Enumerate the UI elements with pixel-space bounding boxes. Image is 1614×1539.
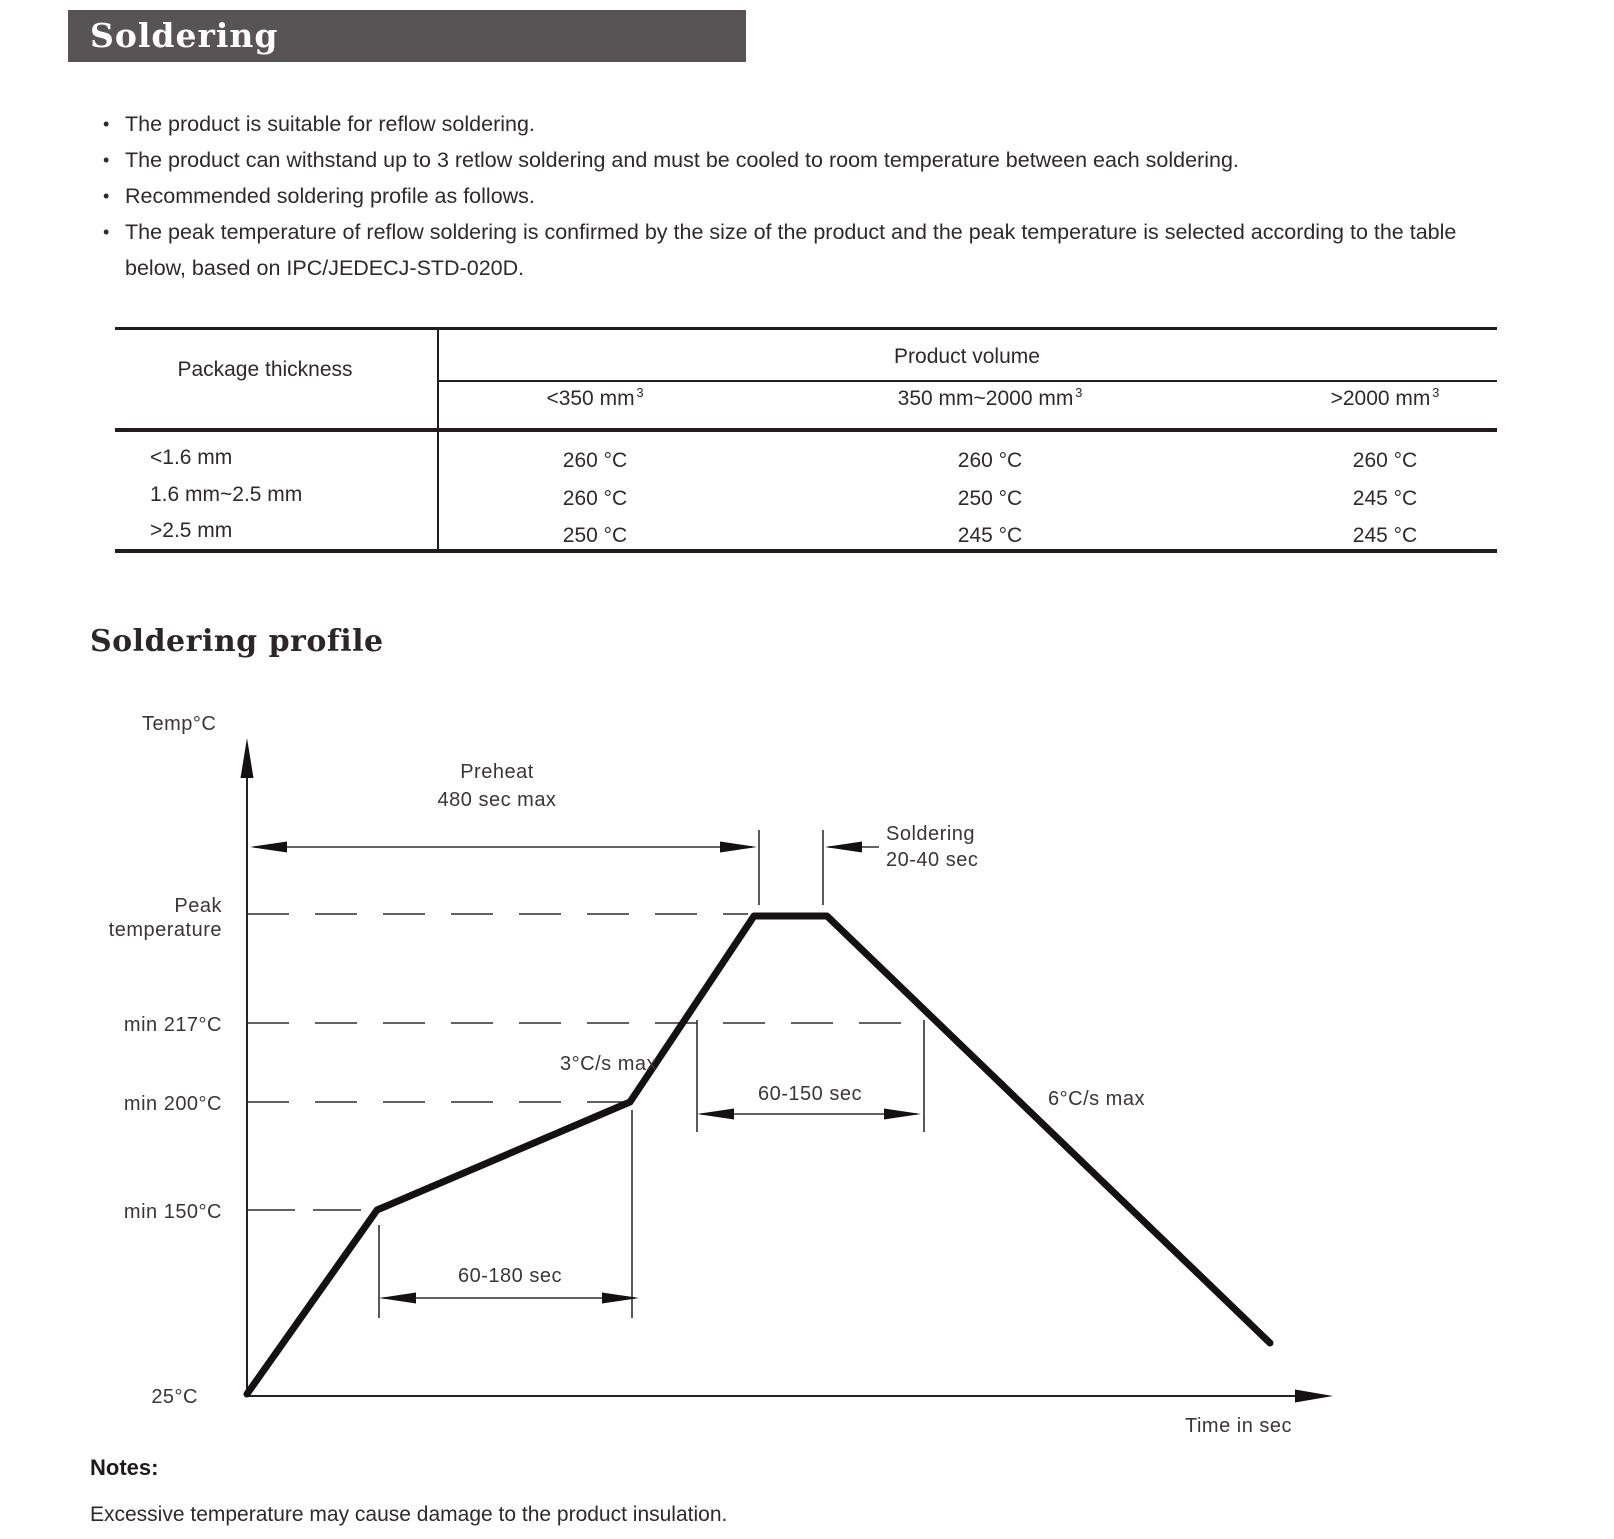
soldering-profile-heading: Soldering profile: [90, 624, 384, 659]
bullet-text: The peak temperature of reflow soldering is confirmed by the size of the product and the peak temperature is selected according to the table below, based on IPC/JEDECJ-STD-020D.: [125, 220, 1457, 280]
peak-temperature-table: [115, 327, 1497, 553]
cell: 245 °C: [1352, 487, 1418, 510]
cell: 250 °C: [562, 524, 628, 547]
preheat-duration-label: 480 sec max: [437, 789, 557, 811]
arrow-right-icon: [720, 842, 757, 853]
bullet-icon: •: [103, 186, 110, 206]
soldering-profile-chart: [80, 690, 1420, 1460]
superscript: 3: [1432, 385, 1440, 400]
arrow-left-icon: [697, 1109, 734, 1120]
list-item: [103, 142, 1478, 178]
column-header-gt2000: >2000 mm $^3$: [1330, 385, 1440, 410]
column-header-package-thickness: Package thickness: [177, 358, 353, 381]
table-border-bottom: [115, 549, 1497, 553]
bullet-icon: •: [103, 114, 110, 134]
arrow-left-icon: [379, 1293, 416, 1304]
soldering-duration-label: 20-40 sec: [886, 849, 979, 871]
list-item: [103, 106, 1478, 142]
list-item: [103, 178, 1478, 214]
preflow-duration-label: 60-180 sec: [458, 1265, 562, 1287]
arrow-left-icon: [250, 842, 287, 853]
x-axis-label: Time in sec: [1185, 1415, 1293, 1437]
table-border-top: [115, 327, 1497, 330]
temperature-profile-curve: [247, 916, 1270, 1394]
column-header-lt350: <350 mm $^3$: [546, 385, 644, 410]
page-title: Soldering: [90, 16, 279, 55]
arrow-left-icon: [825, 842, 862, 853]
bullet-text: The product can withstand up to 3 retlow soldering and must be cooled to room temperature between each soldering.: [125, 148, 1239, 172]
min-150-label: min 150°C: [123, 1201, 222, 1223]
superscript: 3: [636, 385, 644, 400]
bullet-icon: •: [103, 222, 110, 242]
cell: 245 °C: [957, 524, 1023, 547]
list-item: [103, 214, 1478, 286]
start-temp-label: 25°C: [151, 1386, 198, 1408]
cell: 250 °C: [957, 487, 1023, 510]
table-column-divider: [437, 328, 439, 552]
table-header-separator: [115, 428, 1497, 432]
soldering-label: Soldering: [886, 823, 976, 845]
table-group-underline: [437, 380, 1497, 382]
preheat-label: Preheat: [460, 761, 534, 783]
y-axis-arrow-icon: [241, 738, 254, 778]
notes-text: Excessive temperature may cause damage to the product insulation.: [90, 1503, 728, 1526]
bullet-text: Recommended soldering profile as follows.: [125, 184, 535, 208]
row-label: >2.5 mm: [150, 519, 233, 542]
column-group-header-product-volume: Product volume: [894, 345, 1040, 368]
peak-label-line1: Peak: [174, 895, 222, 917]
bullet-text: The product is suitable for reflow soldering.: [125, 112, 535, 136]
cell: 260 °C: [562, 487, 628, 510]
column-header-350-2000: 350 mm~2000 mm $^3$: [897, 385, 1083, 410]
bullet-icon: •: [103, 150, 110, 170]
min-217-label: min 217°C: [123, 1014, 222, 1036]
above-217-duration-label: 60-150 sec: [758, 1083, 862, 1105]
ramp-up-rate-label: 3°C/s max: [560, 1053, 657, 1075]
min-200-label: min 200°C: [123, 1093, 222, 1115]
cell: 245 °C: [1352, 524, 1418, 547]
superscript: 3: [1075, 385, 1083, 400]
section-title-bar: [68, 10, 746, 62]
x-axis-arrow-icon: [1295, 1390, 1333, 1403]
ramp-down-rate-label: 6°C/s max: [1048, 1088, 1145, 1110]
notes-heading: Notes:: [90, 1455, 159, 1480]
peak-label-line2: temperature: [108, 919, 222, 941]
cell: 260 °C: [562, 449, 628, 472]
arrow-right-icon: [884, 1109, 921, 1120]
bullet-list: [103, 106, 1478, 286]
arrow-right-icon: [602, 1293, 639, 1304]
y-axis-label: Temp°C: [142, 713, 217, 735]
row-label: <1.6 mm: [150, 446, 233, 469]
row-label: 1.6 mm~2.5 mm: [150, 483, 303, 506]
cell: 260 °C: [1352, 449, 1418, 472]
cell: 260 °C: [957, 449, 1023, 472]
